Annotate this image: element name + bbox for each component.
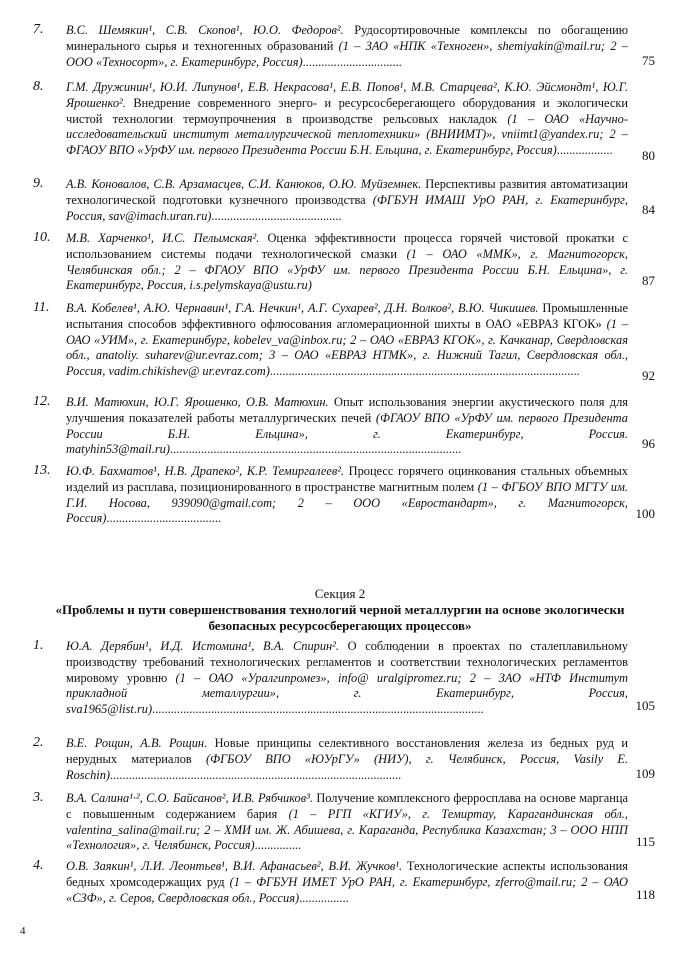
entry-authors: Г.М. Дружинин¹, Ю.И. Липунов¹, Е.В. Некрасова¹, Е.В. Попов¹, М.В. Старцева², К.Ю. Эйсмондт¹, Ю.Г. Ярошенко².: [66, 80, 628, 110]
page-number: 4: [20, 925, 26, 937]
entry-text: [66, 791, 628, 854]
entry-page[interactable]: 109: [635, 766, 655, 781]
entry-dots: ..........................................: [211, 208, 342, 223]
entry-number: 12.: [33, 394, 51, 409]
entry-text: [66, 639, 628, 718]
entry-title: Процесс горячего оцинкования стальных объемных изделий из расплава, позиционированного в пространстве магнитным полем: [66, 464, 628, 494]
entry-page[interactable]: 105: [635, 698, 655, 713]
entry-number: 1.: [33, 638, 44, 653]
entry-authors: В.И. Матюхин, Ю.Г. Ярошенко, О.В. Матюхин.: [66, 395, 329, 409]
entry-number: 7.: [33, 22, 44, 37]
entry-authors: А.В. Коновалов, С.В. Арзамасцев, С.И. Канюков, О.Ю. Муйземнек.: [66, 177, 422, 191]
entry-authors: М.В. Харченко¹, И.С. Пелымская².: [66, 231, 260, 245]
section-heading: [40, 586, 640, 634]
section-label: Секция 2: [314, 586, 366, 601]
entry-text: [66, 395, 628, 458]
section-title: «Проблемы и пути совершенствования технологий черной металлургии на основе экологически безопасных ресурсосберегающих процессов»: [55, 602, 625, 633]
entry-title: Получение комплексного ферросплава на основе марганца с повышенным содержанием бария: [66, 791, 628, 821]
entry-title: Технологические аспекты использования бедных хромсодержащих руд: [66, 859, 629, 889]
entry-dots: ................................: [302, 54, 402, 69]
entry-authors: Ю.А. Дерябин¹, И.Д. Истомина¹, В.А. Спирин².: [66, 639, 339, 653]
entry-title: Опыт использования энергии акустического поля для улучшения показателей работы металлургических печей: [66, 395, 628, 425]
entry-affiliation: (1 – ФГБУН ИМЕТ УрО РАН, г. Екатеринбург, zferro@mail.ru; 2 – ОАО «СЗФ», г. Серов, Свердловская обл., Россия): [66, 874, 628, 905]
entry-title: Оценка эффективности процесса горячей чистовой прокатки с использованием системы подачи технологической смазки: [66, 231, 628, 261]
entry-affiliation: (ФГАОУ ВПО «УрФУ им. первого Президента России Б.Н. Ельцина», г. Екатеринбург, Россия. matyhin53@mail.ru): [66, 410, 628, 457]
entry-authors: О.В. Заякин¹, Л.И. Леонтьев¹, В.И. Афанасьев², В.И. Жучков¹.: [66, 859, 403, 873]
entry-affiliation: (1 – ОАО «Научно-исследовательский институт металлургической теплотехники» (ВНИИМТ)», vniimt1@yandex.ru; 2 – ФГАОУ ВПО «УрФУ им. первого Президента России Б.Н. Ельцина, г. Екатеринбург, Россия): [66, 111, 629, 158]
entry-number: 9.: [33, 176, 44, 191]
entry-title: Промышленные испытания способов эффективного офлюсования агломерационной шихты в ОАО «ЕВРАЗ КГОК»: [66, 301, 628, 331]
entry-page[interactable]: 87: [642, 273, 655, 288]
entry-dots: ................: [299, 890, 349, 905]
entry-authors: Ю.Ф. Бахматов¹, Н.В. Драпеко², К.Р. Темиргалеев².: [66, 464, 345, 478]
entry-affiliation: (ФГБОУ ВПО «ЮУрГУ» (НИУ), г. Челябинск, Россия, Vasily E. Roschin): [66, 751, 628, 782]
entry-affiliation: (1 – ОАО «УИМ», г. Екатеринбург, kobelev_va@inbox.ru; 2 – ОАО «ЕВРАЗ КГОК», г. Качканар, Свердловская обл., anatoliy. suharev@ur.evraz.com; 3 – ОАО «ЕВРАЗ НТМК», г. Нижний Тагил, Свердловская обл., Россия, vadim.chikishev@ ur.evraz.com): [66, 316, 628, 379]
entry-page[interactable]: 96: [642, 436, 655, 451]
entry-affiliation: (1 – ОАО «ММК», г. Магнитогорск, Челябинская обл.; 2 – ФГАОУ ВПО «УрФУ им. первого Президента России Б.Н. Ельцина», г. Екатеринбург, Россия, i.s.pelymskaya@ustu.ru): [66, 246, 629, 293]
entry-dots: ..................: [556, 143, 613, 158]
entry-text: [66, 301, 628, 380]
entry-number: 13.: [33, 463, 51, 478]
entry-authors: В.А. Салина¹·², С.О. Байсанов², И.В. Рябчиков³.: [66, 791, 313, 805]
entry-page[interactable]: 115: [635, 834, 655, 849]
entry-page[interactable]: 100: [635, 506, 655, 521]
entry-dots: .....................................: [106, 511, 222, 526]
entry-affiliation: (1 – ОАО «Уралгипромез», info@ uralgipromez.ru; 2 – ЗАО «НТФ Институт прикладной металлургии», г. Екатеринбург, Россия, sva1965@list.ru): [66, 670, 629, 717]
entry-page[interactable]: 118: [635, 887, 655, 902]
entry-title: О соблюдении в проектах по сталеплавильному производству требований технологических регламентов и соответствии технологических регламентов мировому уровню: [66, 639, 629, 685]
entry-number: 2.: [33, 735, 44, 750]
entry-dots: ..............................................................................................: [110, 767, 402, 782]
entry-page[interactable]: 84: [642, 202, 655, 217]
entry-title: Внедрение современного энерго- и ресурсосберегающего оборудования и экологически чистой технологии термоупрочнения в производстве рельсовых накладок: [66, 95, 628, 126]
entry-number: 11.: [33, 300, 50, 315]
entry-number: 8.: [33, 79, 44, 94]
entry-authors: В.Е. Рощин, А.В. Рощин.: [66, 736, 208, 750]
entry-dots: ....................................................................................................: [269, 364, 580, 379]
entry-dots: ..............................................................................................: [169, 442, 462, 457]
entry-dots: ...............: [254, 838, 302, 853]
entry-page[interactable]: 80: [642, 148, 655, 163]
entry-text: [66, 80, 628, 159]
entry-authors: В.С. Шемякин¹, С.В. Скопов¹, Ю.О. Федоров².: [66, 23, 344, 37]
entry-page[interactable]: 75: [642, 53, 655, 68]
entry-dots: ...........................................................................................................: [152, 702, 484, 717]
entry-affiliation: (ФГБУН ИМАШ УрО РАН, г. Екатеринбург, Россия, sav@imach.uran.ru): [66, 192, 628, 223]
entry-affiliation: (1 – ЗАО «НПК «Техноген», shemiyakin@mail.ru; 2 – ООО «Техносорт», г. Екатеринбург, Россия): [66, 38, 628, 69]
entry-number: 10.: [33, 230, 51, 245]
entry-title: Новые принципы селективного восстановления железа из бедных руд и нерудных материалов: [66, 736, 628, 766]
entry-text: [66, 736, 628, 783]
entry-number: 3.: [33, 790, 44, 805]
entry-text: [66, 177, 628, 224]
entry-authors: В.А. Кобелев¹, А.Ю. Чернавин¹, Г.А. Нечкин¹, А.Г. Сухарев², Д.Н. Волков², В.Ю. Чикишев.: [66, 301, 539, 315]
entry-page[interactable]: 92: [642, 368, 655, 383]
entry-text: [66, 231, 628, 294]
entry-title: Рудосортировочные комплексы по обогащению минерального сырья и техногенных образований: [66, 23, 628, 53]
entry-affiliation: (1 – ФГБОУ ВПО МГТУ им. Г.И. Носова, 939090@gmail.com; 2 – ООО «Евростандарт», г. Магнитогорск, Россия): [66, 479, 628, 526]
entry-text: [66, 23, 628, 70]
entry-number: 4.: [33, 858, 44, 873]
entry-text: [66, 464, 628, 527]
entry-text: [66, 859, 628, 906]
entry-affiliation: (1 – РГП «КГИУ», г. Темиртау, Карагандинская обл., valentina_salina@mail.ru; 2 – ХМИ им. Ж. Абишева, г. Караганда, Республика Казахстан; 3 – ООО НПП «Технология», г. Челябинск, Россия): [66, 806, 629, 853]
entry-title: Перспективы развития автоматизации технологической подготовки кузнечного производства: [66, 177, 628, 207]
